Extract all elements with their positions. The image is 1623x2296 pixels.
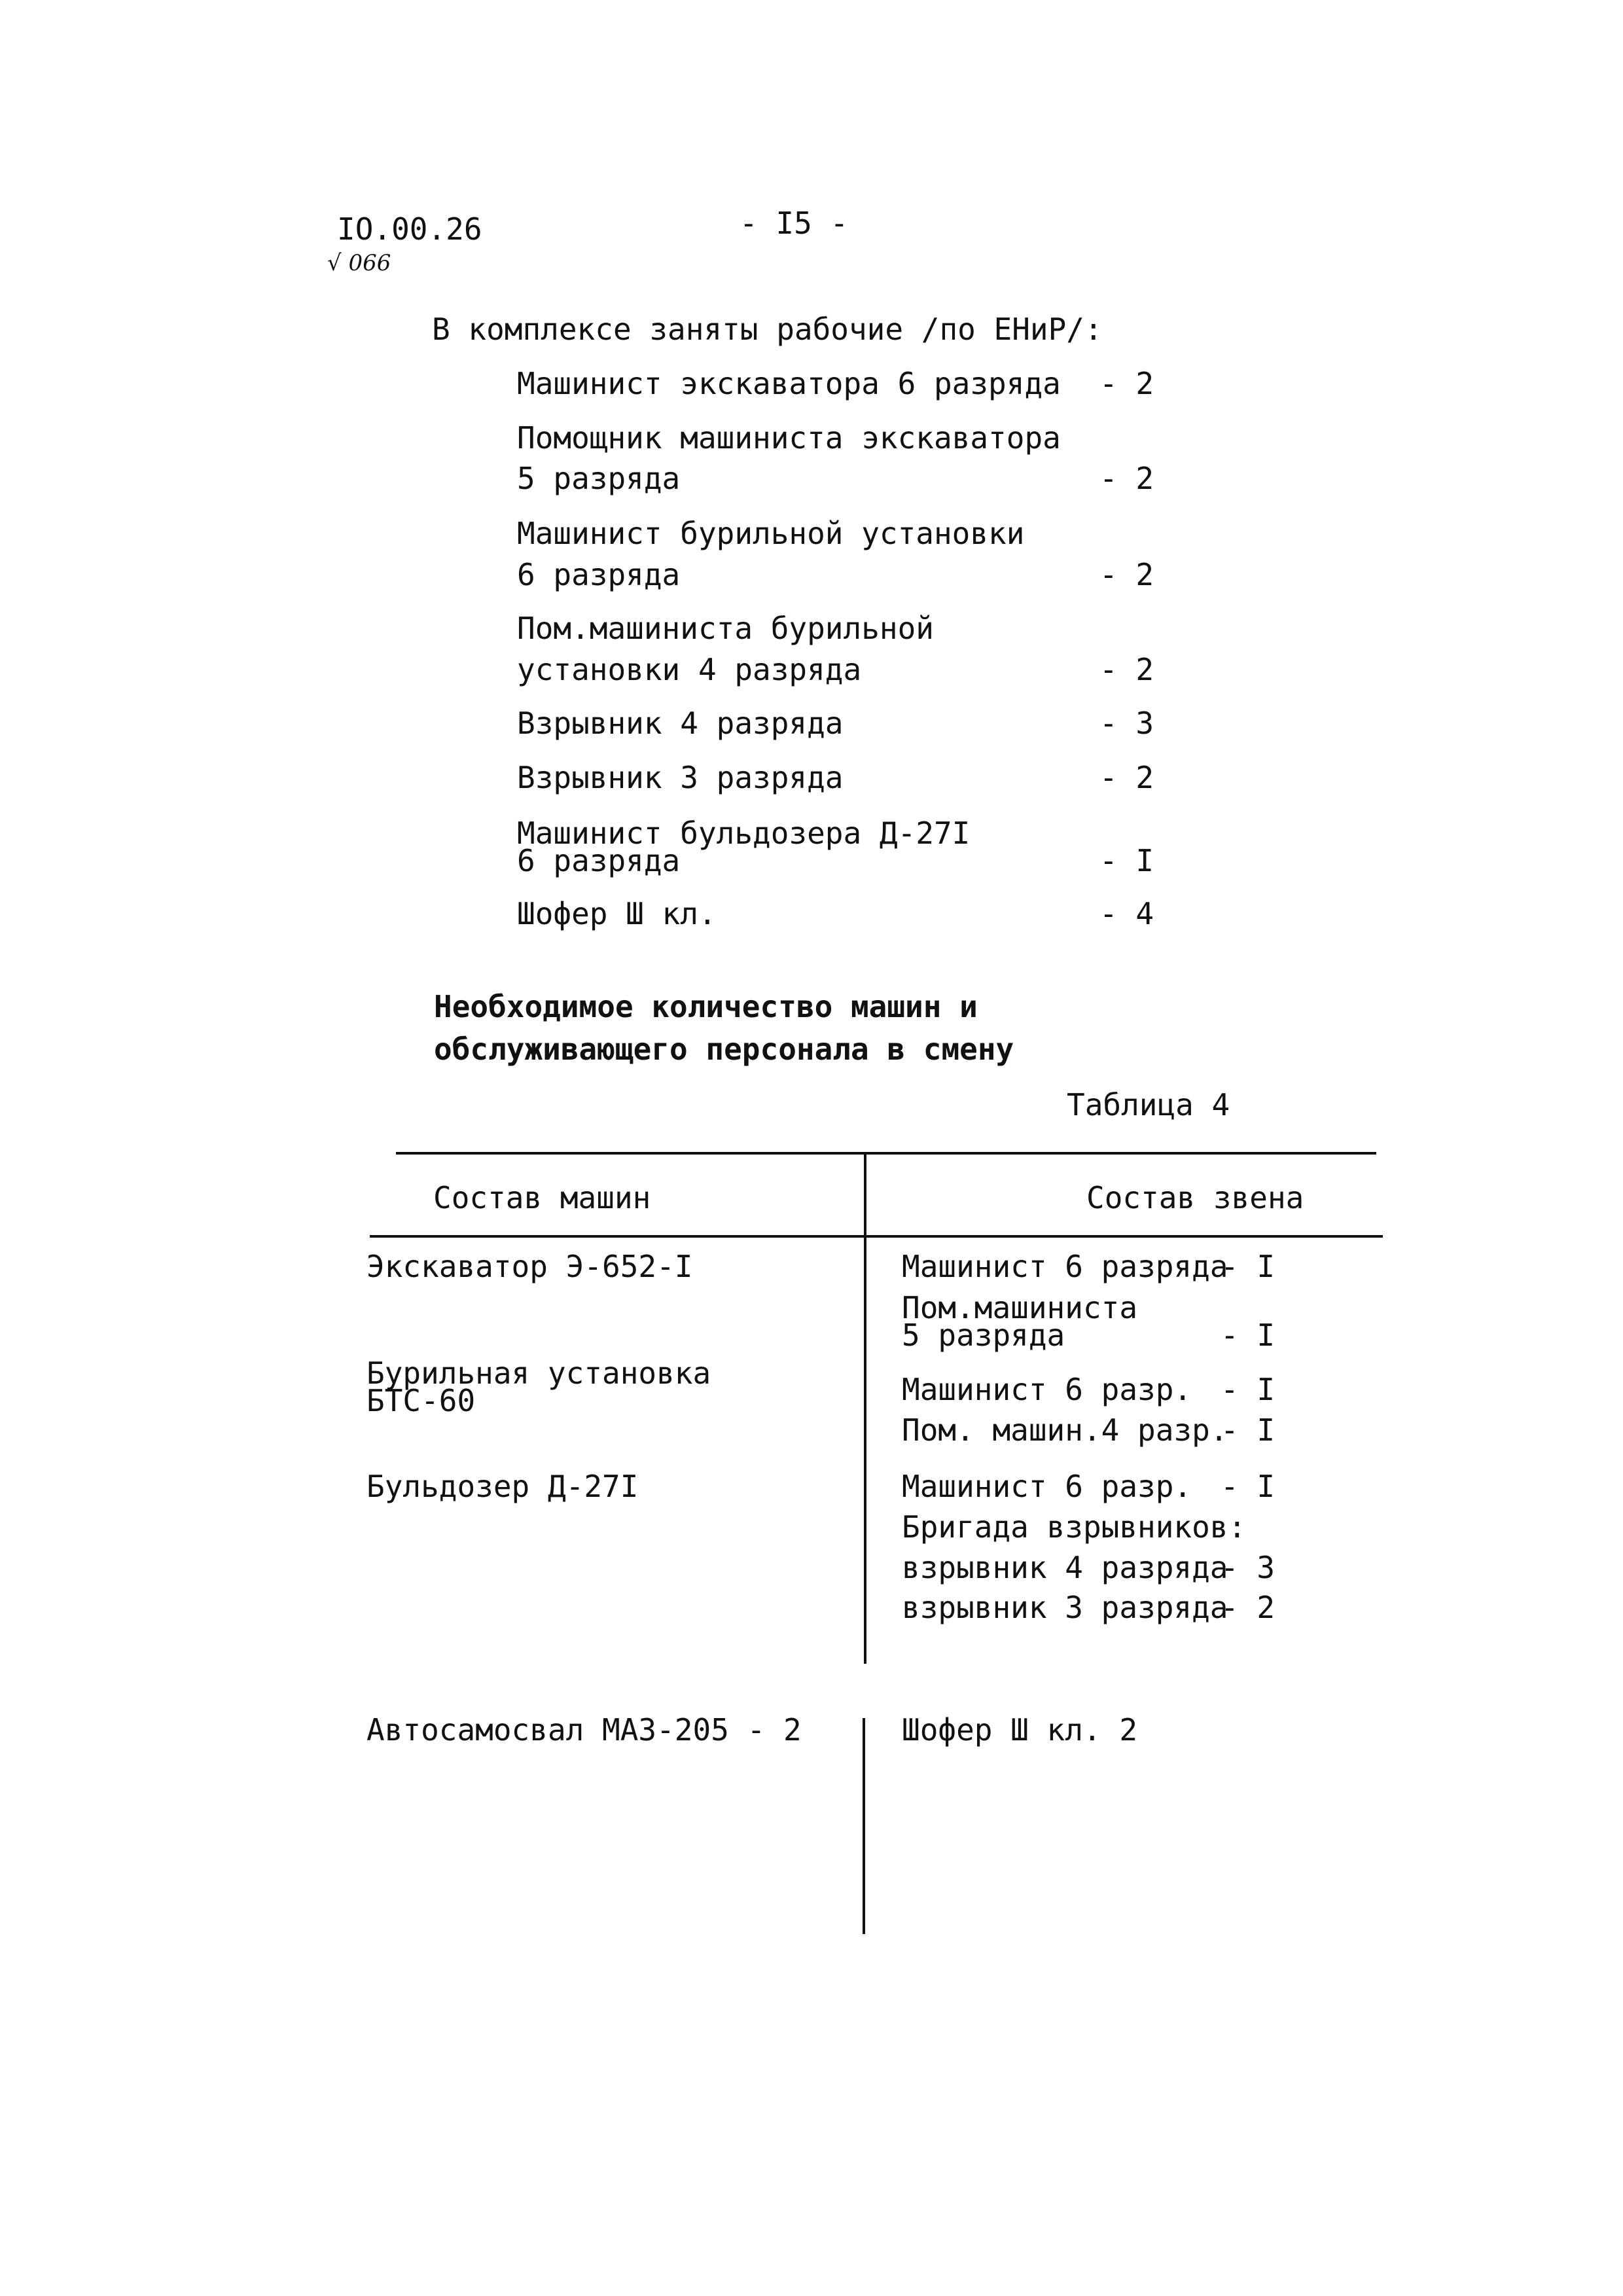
- crew-item-label-cont: 6 разряда: [517, 843, 681, 878]
- table-heading: Необходимое количество машин и: [434, 989, 978, 1024]
- crew-item-label: Помощник машиниста экскаватора: [517, 420, 1061, 456]
- crew-item-count: - 2: [1099, 366, 1154, 401]
- page-number: - I5 -: [740, 206, 849, 241]
- crew-item-label-cont: 6 разряда: [517, 557, 681, 592]
- table-heading-cont: обслуживающего персонала в смену: [434, 1031, 1014, 1067]
- crew-item-label-cont: установки 4 разряда: [517, 652, 862, 687]
- table-header-rule: [370, 1235, 1383, 1238]
- crew-cell-count: - 2: [1221, 1590, 1275, 1625]
- crew-cell: Пом.машиниста: [902, 1290, 1138, 1325]
- crew-item-label: Взрывник 4 разряда: [517, 706, 844, 741]
- machine-cell: Бульдозер Д-27I: [366, 1469, 639, 1504]
- crew-cell: Шофер Ш кл. 2: [902, 1712, 1138, 1748]
- crew-cell-count: - I: [1221, 1318, 1275, 1353]
- crew-cell: Машинист 6 разряда: [902, 1249, 1228, 1284]
- crew-cell-count: - I: [1221, 1469, 1275, 1504]
- crew-item-count: - 2: [1099, 652, 1154, 687]
- col-header-crew: Состав звена: [1086, 1180, 1304, 1215]
- table-top-rule: [396, 1152, 1376, 1155]
- crew-item-count: - 3: [1099, 706, 1154, 741]
- crew-item-label: Машинист бурильной установки: [517, 516, 1025, 551]
- crew-cell: Машинист 6 разр.: [902, 1372, 1192, 1407]
- crew-item-count: - 2: [1099, 760, 1154, 795]
- crew-cell-count: - 3: [1221, 1550, 1275, 1585]
- machine-cell: Экскаватор Э-652-I: [366, 1249, 693, 1284]
- crew-item-label: Взрывник 3 разряда: [517, 760, 844, 795]
- crew-item-label: Машинист экскаватора 6 разряда: [517, 366, 1061, 401]
- crew-item-count: - 2: [1099, 557, 1154, 592]
- crew-item-label: Пом.машиниста бурильной: [517, 611, 934, 646]
- crew-cell: Бригада взрывников:: [902, 1509, 1247, 1545]
- machine-cell: Бурильная установка: [366, 1355, 711, 1391]
- crew-cell: взрывник 3 разряда: [902, 1590, 1228, 1625]
- crew-intro: В комплексе заняты рабочие /по ЕНиР/:: [432, 312, 1103, 347]
- crew-cell: 5 разряда: [902, 1318, 1065, 1353]
- column-divider-lower: [863, 1718, 865, 1934]
- crew-cell: Машинист 6 разр.: [902, 1469, 1192, 1504]
- crew-cell: Пом. машин.4 разр.: [902, 1412, 1228, 1448]
- crew-cell-count: - I: [1221, 1249, 1275, 1284]
- crew-cell-count: - I: [1221, 1412, 1275, 1448]
- crew-item-label: Машинист бульдозера Д-27I: [517, 816, 971, 851]
- handwritten-note: √ 066: [327, 250, 391, 276]
- column-divider: [864, 1153, 866, 1664]
- col-header-machines: Состав машин: [433, 1180, 651, 1215]
- document-code: IO.00.26: [337, 211, 482, 247]
- crew-cell-count: - I: [1221, 1372, 1275, 1407]
- machine-cell-cont: БТС-60: [366, 1383, 476, 1418]
- crew-item-count: - 2: [1099, 461, 1154, 496]
- crew-item-count: - 4: [1099, 896, 1154, 931]
- table-label: Таблица 4: [1067, 1087, 1230, 1122]
- crew-cell: взрывник 4 разряда: [902, 1550, 1228, 1585]
- crew-item-label: Шофер Ш кл.: [517, 896, 717, 931]
- crew-item-label-cont: 5 разряда: [517, 461, 681, 496]
- machine-cell: Автосамосвал МАЗ-205 - 2: [366, 1712, 802, 1748]
- crew-item-count: - I: [1099, 843, 1154, 878]
